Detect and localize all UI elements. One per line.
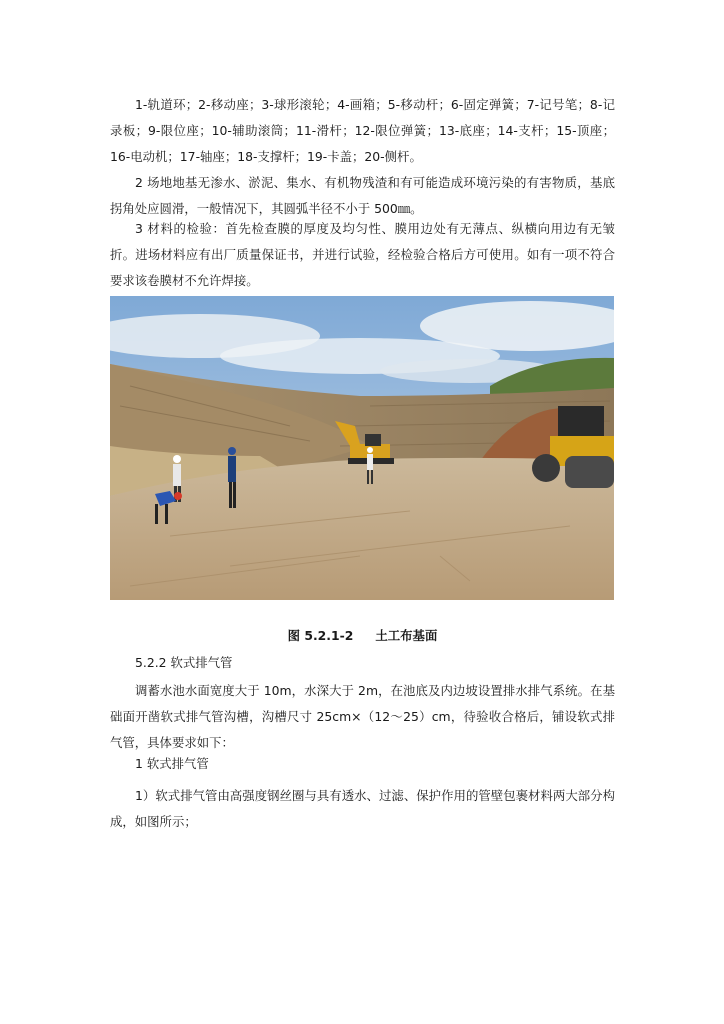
figure-title: 土工布基面 (375, 628, 438, 643)
site-photo-illustration (110, 296, 614, 600)
site-requirement-paragraph: 2 场地地基无渗水、淤泥、集水、有机物残渣和有可能造成环境污染的有害物质，基底拐角处应圆滑，一般情况下，其圆弧半径不小于 500㎜。 (110, 175, 615, 216)
subsection-heading: 1 软式排气管 (135, 756, 209, 771)
figure-number: 图 5.2.1-2 (287, 628, 354, 643)
pipe-composition-paragraph: 1）软式排气管由高强度钢丝圈与具有透水、过滤、保护作用的管壁包裹材料两大部分构成，如图所示； (110, 788, 615, 829)
section-heading: 5.2.2 软式排气管 (135, 655, 233, 670)
legend-paragraph: 1-轨道环；2-移动座；3-球形滚轮；4-画箱；5-移动杆；6-固定弹簧；7-记号笔；8-记录板；9-限位座；10-辅助滚筒；11-滑杆；12-限位弹簧；13-底座；14-支杆；15-顶座；16-电动机；17-轴座；18-支撑杆；19-卡盖；20-侧杆。 (110, 97, 615, 164)
drainage-system-paragraph: 调蓄水池水面宽度大于 10m，水深大于 2m，在池底及内边坡设置排水排气系统。在基础面开凿软式排气管沟槽，沟槽尺寸 25cm×（12～25）cm，待验收合格后，铺设软式排气管，具体要求如下： (110, 683, 615, 750)
construction-site-photo (110, 296, 614, 600)
material-inspection-paragraph: 3 材料的检验：首先检查膜的厚度及均匀性、膜用边处有无薄点、纵横向用边有无皱折。进场材料应有出厂质量保证书，并进行试验，经检验合格后方可使用。如有一项不符合要求该卷膜材不允许焊接。 (110, 221, 615, 288)
figure-caption (110, 626, 615, 646)
